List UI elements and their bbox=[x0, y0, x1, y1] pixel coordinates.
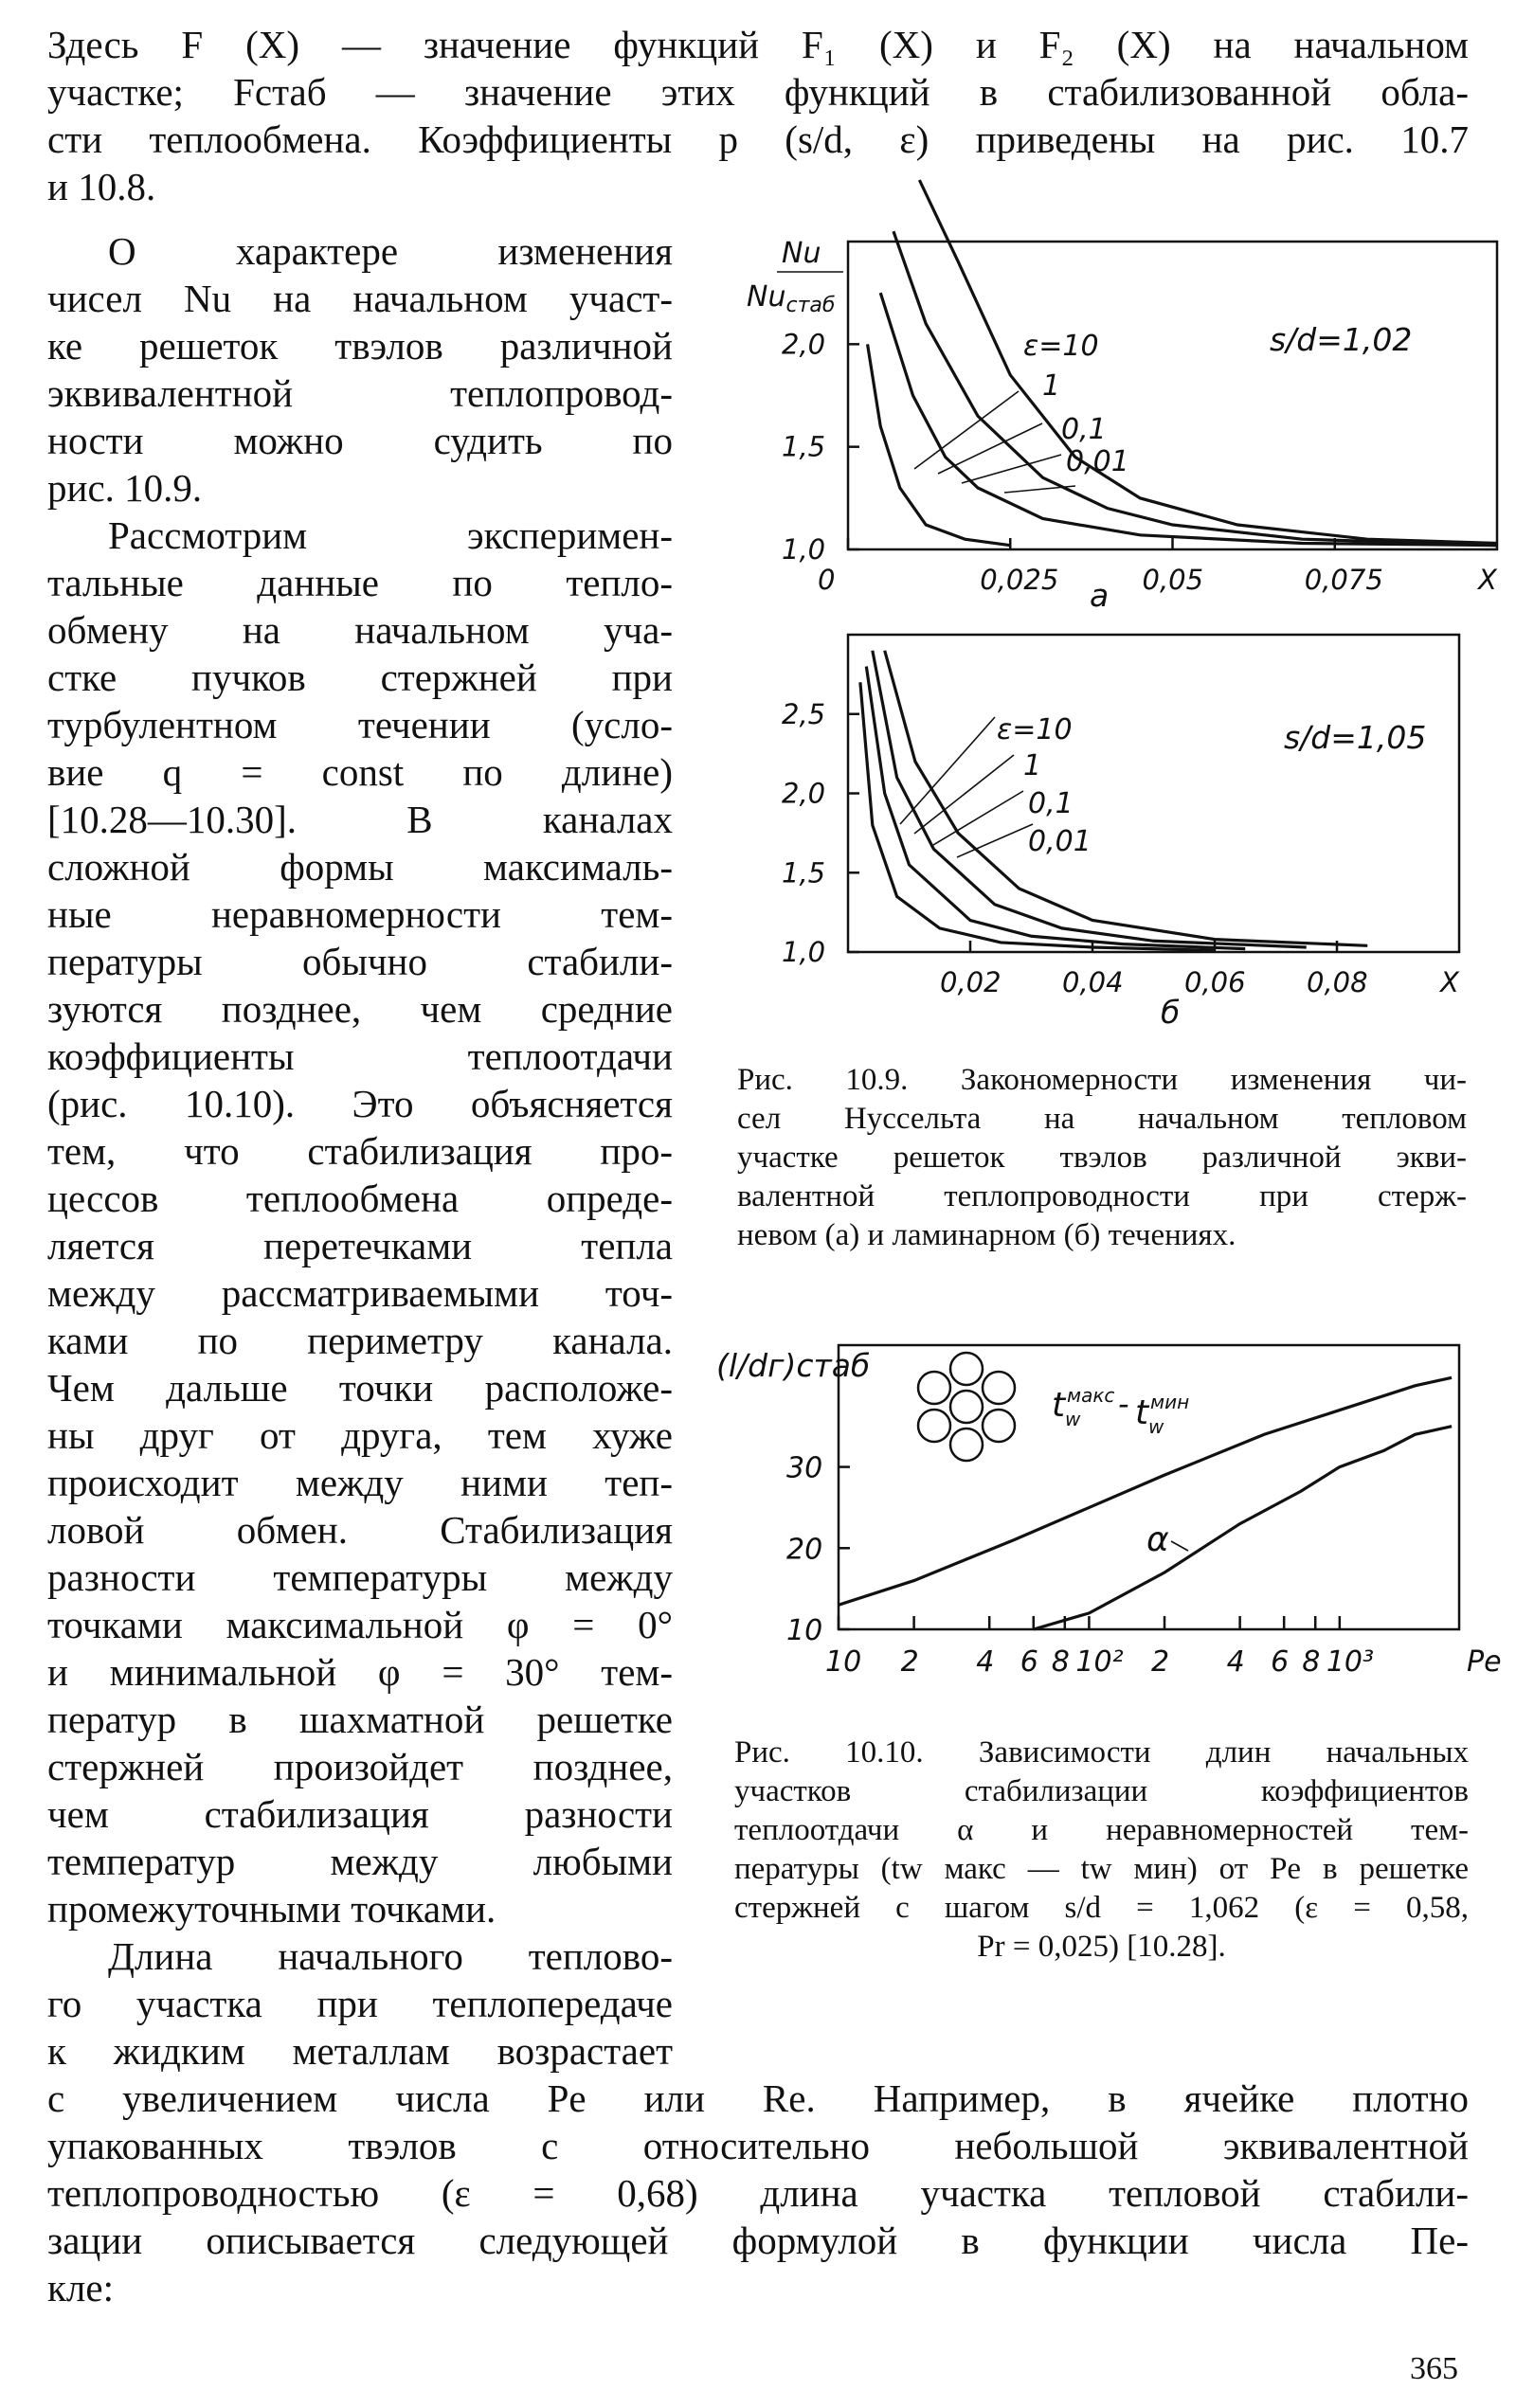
y-label-numerator: Nu bbox=[782, 237, 821, 270]
text-line: разности температуры между bbox=[47, 1555, 673, 1599]
bottom-paragraph bbox=[47, 2075, 1469, 2311]
rod-circle bbox=[950, 1391, 983, 1423]
y-tick-label: 1,5 bbox=[782, 430, 826, 463]
svg-text:-: - bbox=[1118, 1386, 1129, 1422]
y-tick-label: 30 bbox=[786, 1451, 823, 1485]
text-line: к жидким металлам возрастает bbox=[47, 2029, 673, 2073]
text-line: между рассматриваемыми точ- bbox=[47, 1271, 673, 1315]
panel-label-a: а bbox=[1090, 577, 1110, 614]
x-tick-label: 0,05 bbox=[1142, 564, 1204, 596]
legend-leader bbox=[914, 755, 1014, 834]
svg-text:t: t bbox=[1052, 1386, 1066, 1425]
x-tick-label: 2 bbox=[900, 1645, 919, 1679]
x-tick-label: 0,06 bbox=[1184, 966, 1246, 998]
text-line: ками по периметру канала. bbox=[47, 1319, 673, 1362]
caption-line: валентной теплопроводности при стерж- bbox=[737, 1179, 1467, 1213]
text-line: ности можно судить по bbox=[47, 419, 673, 462]
text-line: вие q = const по длине) bbox=[47, 750, 673, 794]
caption-line: Рис. 10.9. Закономерности изменения чи- bbox=[737, 1063, 1467, 1097]
caption-line: стержней с шагом s/d = 1,062 (ε = 0,58, bbox=[734, 1891, 1469, 1925]
text-line: пературы обычно стабили- bbox=[47, 940, 673, 983]
y-tick-label: 1,5 bbox=[782, 856, 826, 890]
x-tick-label: 4 bbox=[976, 1645, 995, 1679]
text-line: температур между любыми bbox=[47, 1840, 673, 1883]
figure-10-9b-chart bbox=[720, 625, 1516, 1033]
series-label: 0,1 bbox=[1028, 787, 1074, 820]
rod-circle bbox=[950, 1429, 983, 1461]
plot-frame bbox=[848, 242, 1497, 549]
series-label: 1 bbox=[1042, 369, 1061, 403]
x-tick-label: 10 bbox=[825, 1645, 862, 1679]
chart-a-title: s/d=1,02 bbox=[1270, 321, 1413, 358]
caption-line: участков стабилизации коэффициентов bbox=[734, 1774, 1469, 1808]
text-line: обмену на начальном уча- bbox=[47, 608, 673, 652]
text-line: [10.28—10.30]. В каналах bbox=[47, 798, 673, 841]
text-line: Чем дальше точки расположе- bbox=[47, 1366, 673, 1410]
text-line: стержней произойдет позднее, bbox=[47, 1745, 673, 1788]
text-line: теплопроводностью (ε = 0,68) длина участка тепловой стабили- bbox=[47, 2171, 1469, 2215]
text-line: чем стабилизация разности bbox=[47, 1792, 673, 1836]
text-line: Здесь F (X) — значение функций F₁ (X) и F₂ (X) на начальном bbox=[47, 23, 1469, 66]
text-line: участке; Fстаб — значение этих функций в стабилизованной обла- bbox=[47, 70, 1469, 114]
text-line: упакованных твэлов с относительно небольшой эквивалентной bbox=[47, 2124, 1469, 2167]
text-line: цессов теплообмена опреде- bbox=[47, 1177, 673, 1220]
caption-line: участке решеток твэлов различной экви- bbox=[737, 1141, 1467, 1175]
text-line: рис. 10.9. bbox=[47, 466, 203, 510]
plot-frame bbox=[839, 1345, 1459, 1629]
text-line: Рассмотрим эксперимен- bbox=[108, 513, 673, 557]
left-paragraph-2 bbox=[47, 512, 673, 1932]
text-line: и 10.8. bbox=[47, 165, 156, 208]
rod-circle bbox=[918, 1410, 950, 1442]
text-line: го участка при теплопередаче bbox=[47, 1982, 673, 2025]
y-label: (l/dг)стаб bbox=[716, 1347, 871, 1384]
y-tick-label: 1,0 bbox=[782, 936, 826, 968]
x-tick-label: 10³ bbox=[1326, 1645, 1375, 1679]
page-number: 365 bbox=[1410, 2351, 1458, 2386]
y-label-denominator: $Nu_{стаб}$ bbox=[747, 280, 836, 317]
x-tick-label: 0,075 bbox=[1304, 564, 1383, 596]
text-line: происходит между ними теп- bbox=[47, 1461, 673, 1504]
alpha-leader bbox=[1171, 1541, 1188, 1551]
text-line: коэффициенты теплоотдачи bbox=[47, 1034, 673, 1078]
text-line: тальные данные по тепло- bbox=[47, 561, 673, 604]
x-axis-label: X bbox=[1478, 564, 1497, 596]
text-line: ные неравномерности тем- bbox=[47, 892, 673, 936]
svg-text:t: t bbox=[1135, 1393, 1149, 1432]
rod-circle bbox=[983, 1410, 1015, 1442]
text-line: зации описывается следующей формулой в функции числа Пе- bbox=[47, 2219, 1469, 2262]
series-label: 1 bbox=[1023, 749, 1042, 782]
series-curve bbox=[893, 231, 1497, 545]
series-label: 0,1 bbox=[1061, 413, 1107, 446]
left-paragraph-3 bbox=[47, 1932, 673, 2075]
x-tick-label: 8 bbox=[1302, 1645, 1321, 1679]
caption-line: сел Нуссельта на начальном тепловом bbox=[737, 1102, 1467, 1136]
rod-circle bbox=[918, 1372, 950, 1404]
x-tick-label: 0,025 bbox=[980, 564, 1059, 596]
caption-line: пературы (tw макс — tw мин) от Pe в решетке bbox=[734, 1852, 1469, 1886]
series-curve bbox=[1034, 1427, 1452, 1629]
text-line: и минимальной φ = 30° тем- bbox=[47, 1650, 673, 1694]
text-line: с увеличением числа Pe или Re. Например, в ячейке плотно bbox=[47, 2076, 1469, 2120]
series-label: ε=10 bbox=[997, 713, 1073, 746]
text-line: сти теплообмена. Коэффициенты p (s/d, ε) приведены на рис. 10.7 bbox=[47, 117, 1469, 161]
figure-10-10-chart bbox=[711, 1331, 1516, 1700]
caption-line: Рис. 10.10. Зависимости длин начальных bbox=[734, 1735, 1469, 1770]
x-tick-label: 6 bbox=[1271, 1645, 1290, 1679]
text-line: сложной формы максималь- bbox=[47, 845, 673, 889]
rod-circle bbox=[950, 1353, 983, 1385]
series-label: 0,01 bbox=[1028, 825, 1092, 858]
svg-text:w: w bbox=[1065, 1408, 1081, 1430]
x-tick-label: 2 bbox=[1151, 1645, 1170, 1679]
x-axis-label: Pe bbox=[1467, 1645, 1502, 1679]
y-tick-label: 2,0 bbox=[782, 777, 826, 810]
x-tick-label: 6 bbox=[1020, 1645, 1038, 1679]
y-tick-label: 2,0 bbox=[782, 328, 826, 361]
x-tick-label: 8 bbox=[1051, 1645, 1070, 1679]
text-line: О характере изменения bbox=[108, 229, 673, 273]
y-tick-label: 10 bbox=[786, 1614, 823, 1647]
caption-line: невом (а) и ламинарном (б) течениях. bbox=[737, 1218, 1236, 1252]
series-curve bbox=[919, 180, 1497, 544]
series-label: 0,01 bbox=[1066, 445, 1129, 478]
plot-frame bbox=[848, 635, 1459, 952]
text-line: эквивалентной теплопровод- bbox=[47, 371, 673, 415]
legend-leader bbox=[933, 791, 1023, 845]
rod-circle bbox=[983, 1372, 1015, 1404]
svg-text:макс: макс bbox=[1067, 1384, 1115, 1407]
x-tick-label: 0,08 bbox=[1307, 966, 1368, 998]
text-line: тем, что стабилизация про- bbox=[47, 1129, 673, 1173]
rod-bundle-icon bbox=[918, 1353, 1015, 1461]
y-tick-label: 2,5 bbox=[782, 697, 826, 730]
text-line: стке пучков стержней при bbox=[47, 656, 673, 699]
top-paragraph bbox=[47, 21, 1469, 210]
text-line: точками максимальной φ = 0° bbox=[47, 1603, 673, 1646]
svg-text:мин: мин bbox=[1150, 1391, 1190, 1413]
x-tick-label: 0,04 bbox=[1062, 966, 1124, 998]
text-line: ловой обмен. Стабилизация bbox=[47, 1508, 673, 1552]
y-tick-label: 20 bbox=[786, 1533, 823, 1567]
x-tick-label: 0 bbox=[818, 564, 836, 596]
x-tick-label: 4 bbox=[1226, 1645, 1245, 1679]
chart-b-title: s/d=1,05 bbox=[1284, 719, 1427, 756]
x-axis-label: X bbox=[1440, 966, 1459, 998]
text-line: чисел Nu на начальном участ- bbox=[47, 277, 673, 320]
series-label-alpha: α bbox=[1146, 1520, 1169, 1559]
series-label: ε=10 bbox=[1023, 330, 1099, 363]
left-paragraph-1 bbox=[47, 227, 673, 512]
figure-10-9-caption bbox=[737, 1061, 1467, 1255]
x-tick-label: 0,02 bbox=[940, 966, 1002, 998]
text-line: промежуточными точками. bbox=[47, 1887, 496, 1931]
text-line: ны друг от друга, тем хуже bbox=[47, 1413, 673, 1457]
y-tick-label: 1,0 bbox=[782, 533, 826, 566]
text-line: турбулентном течении (усло- bbox=[47, 703, 673, 746]
legend-leader bbox=[938, 423, 1042, 474]
text-line: ляется перетечками тепла bbox=[47, 1224, 673, 1267]
caption-line: теплоотдачи α и неравномерностей тем- bbox=[734, 1813, 1469, 1847]
figure-10-10-caption bbox=[734, 1734, 1469, 1967]
panel-label-b: б bbox=[1161, 994, 1181, 1031]
series-label-tw-diff bbox=[1052, 1384, 1189, 1438]
text-line: зуются позднее, чем средние bbox=[47, 987, 673, 1031]
text-line: Длина начального теплово- bbox=[108, 1934, 673, 1978]
text-line: ператур в шахматной решетке bbox=[47, 1698, 673, 1741]
series-curve bbox=[885, 651, 1368, 946]
text-line: ке решеток твэлов различной bbox=[47, 324, 673, 368]
text-line: (рис. 10.10). Это объясняется bbox=[47, 1082, 673, 1125]
text-line: кле: bbox=[47, 2266, 114, 2309]
svg-text:w: w bbox=[1148, 1415, 1164, 1438]
x-tick-label: 10² bbox=[1075, 1645, 1124, 1679]
figure-10-9a-chart bbox=[720, 223, 1516, 620]
caption-line: Pr = 0,025) [10.28]. bbox=[977, 1930, 1226, 1964]
